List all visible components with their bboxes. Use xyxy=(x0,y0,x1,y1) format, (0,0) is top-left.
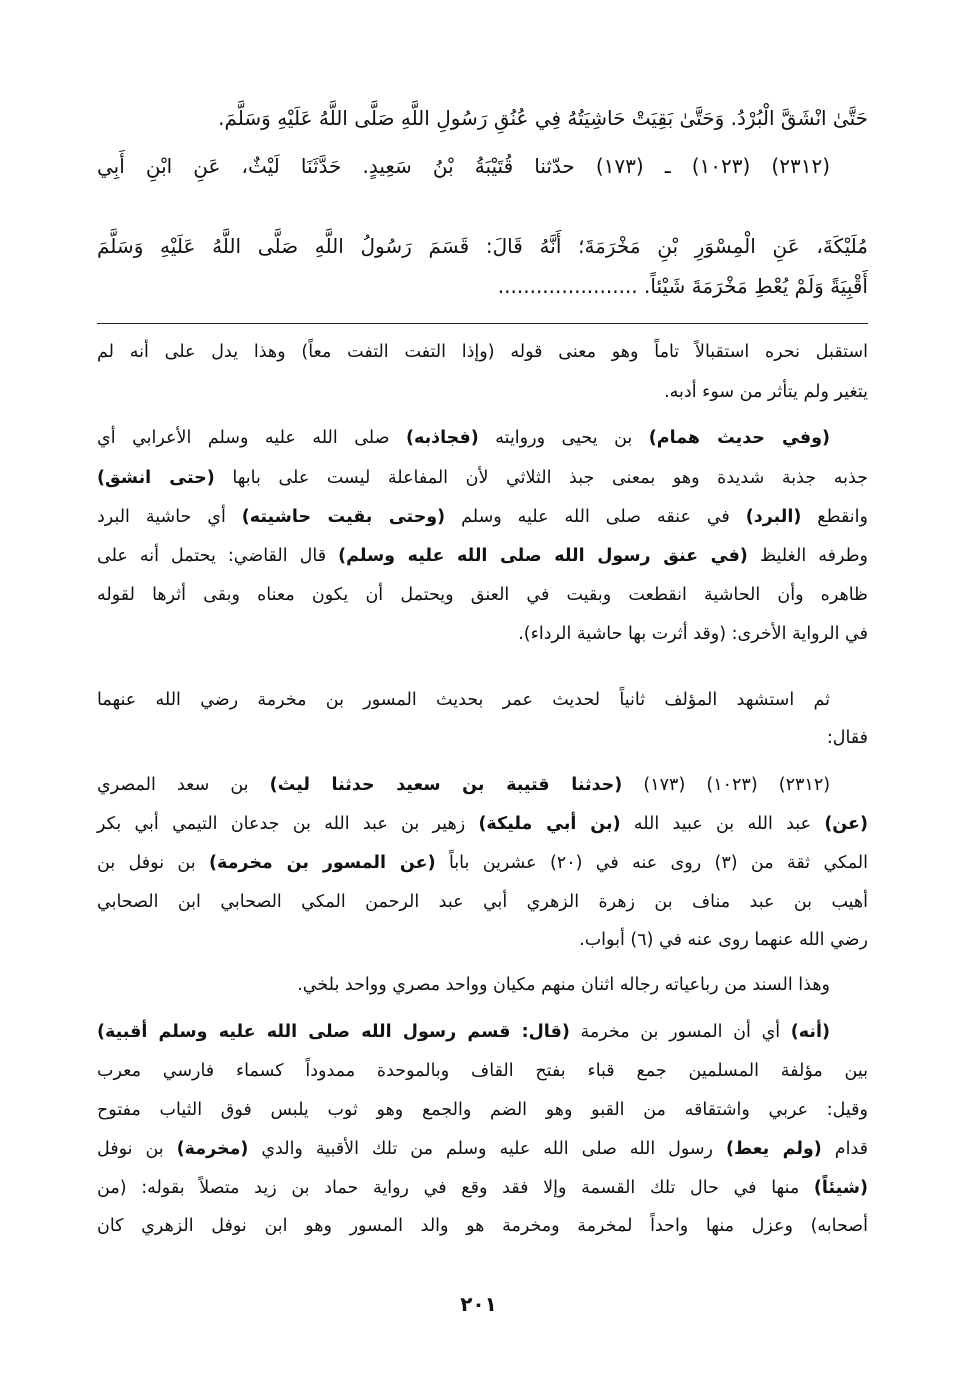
comm-line xyxy=(97,886,868,918)
comm-line xyxy=(97,1172,868,1204)
text-segment: يتغير ولم يتأثر من سوء أدبه. xyxy=(664,382,868,402)
comm-line xyxy=(97,1016,868,1048)
text-segment: قال القاضي: يحتمل أنه على xyxy=(97,546,339,566)
comm-line xyxy=(97,579,868,611)
bold-quote: (ولم يعط) xyxy=(725,1139,822,1159)
main-line xyxy=(97,148,868,184)
comm-line xyxy=(97,1055,868,1087)
text-segment: عبد الله بن عبيد الله xyxy=(620,814,825,834)
comm-line xyxy=(97,969,868,1001)
bold-quote: (البرد) xyxy=(745,507,802,527)
comm-line xyxy=(97,924,868,956)
text-segment: قدام xyxy=(821,1139,868,1159)
text-segment: أَقْبِيَةً وَلَمْ يُعْطِ مَخْرَمَةَ شَيْئاً. ...................... xyxy=(497,274,868,298)
text-segment: (٢٣١٢) (١٠٢٣) ـ (١٧٣) حدّثنا قُتَيْبَةُ بْنُ سَعِيدٍ. حَدَّثَنَا لَيْثٌ، عَنِ ابْنِ أَبِي xyxy=(97,154,830,178)
comm-line xyxy=(97,422,868,454)
bold-quote: (عن المسور بن مخرمة) xyxy=(208,853,436,873)
text-segment: في عنقه صلى الله عليه وسلم xyxy=(445,507,746,527)
bold-quote: (أنه) xyxy=(790,1022,830,1042)
text-segment: بن سعد المصري xyxy=(97,775,270,795)
bold-quote: (وحتى بقيت حاشيته) xyxy=(241,507,446,527)
text-segment: وطرفه الغليظ xyxy=(747,546,869,566)
text-segment: أي حاشية البرد xyxy=(97,507,242,527)
text-segment: فقال: xyxy=(826,728,868,748)
bold-quote: (فجاذبه) xyxy=(405,428,479,448)
comm-line xyxy=(97,376,868,408)
text-segment: بن نوفل بن xyxy=(97,853,209,873)
comm-line xyxy=(97,501,868,533)
text-segment: أهيب بن عبد مناف بن زهرة الزهري أبي عبد الرحمن المكي الصحابي ابن الصحابي xyxy=(97,892,868,912)
bold-quote: (حدثنا قتيبة بن سعيد حدثنا ليث) xyxy=(269,775,623,795)
comm-line xyxy=(97,684,868,716)
comm-line xyxy=(97,722,868,754)
comm-line xyxy=(97,462,868,494)
text-segment: بن نوفل xyxy=(97,1139,177,1159)
text-segment: مُلَيْكَةَ، عَنِ الْمِسْوَرِ بْنِ مَخْرَمَةَ؛ أَنَّهُ قَالَ: قَسَمَ رَسُولُ اللَّهِ صَلَّى اللَّهُ عَلَيْهِ وَسَلَّمَ xyxy=(97,234,868,258)
text-segment: (٢٣١٢) (١٠٢٣) (١٧٣) xyxy=(622,775,831,795)
text-segment: في الرواية الأخرى: (وقد أثرت بها حاشية الرداء). xyxy=(518,624,868,644)
footnote-divider xyxy=(97,323,868,324)
text-segment: أي أن المسور بن مخرمة xyxy=(569,1022,791,1042)
text-segment: وانقطع xyxy=(801,507,868,527)
main-line xyxy=(97,100,868,136)
comm-line xyxy=(97,336,868,368)
text-segment: أصحابه) وعزل منها واحداً لمخرمة ومخرمة هو والد المسور وهو ابن نوفل الزهري كان xyxy=(97,1216,868,1236)
text-segment: وهذا السند من رباعياته رجاله اثنان منهم مكيان وواحد مصري وواحد بلخي. xyxy=(297,975,830,995)
comm-line xyxy=(97,1094,868,1126)
text-segment: بين مؤلفة المسلمين جمع قباء بفتح القاف وبالموحدة ممدوداً كسماء فارسي معرب xyxy=(97,1061,868,1081)
text-segment: استقبل نحره استقبالاً تاماً وهو معنى قوله (وإذا التفت التفت معاً) وهذا يدل على أنه لم xyxy=(97,342,868,362)
text-segment: ظاهره وأن الحاشية انقطعت وبقيت في العنق ويحتمل أن يكون معناه وبقى أثرها لقوله xyxy=(97,585,868,605)
comm-line xyxy=(97,540,868,572)
page-number: ٢٠١ xyxy=(460,1292,497,1316)
text-segment: رضي الله عنهما روى عنه في (٦) أبواب. xyxy=(579,930,868,950)
text-segment: حَتَّىٰ انْشَقَّ الْبُرْدُ. وَحَتَّىٰ بَقِيَتْ حَاشِيَتُهُ فِي عُنُقِ رَسُولِ اللَّهِ صَلَّى اللَّهُ عَلَيْهِ وَسَلَّمَ. xyxy=(218,106,868,130)
main-line xyxy=(97,268,868,304)
bold-quote: (حتى انشق) xyxy=(97,468,215,488)
bold-quote: (وفي حديث همام) xyxy=(648,428,830,448)
comm-line xyxy=(97,1210,868,1242)
bold-quote: (بن أبي مليكة) xyxy=(478,814,621,834)
bold-quote: (شيئاً) xyxy=(813,1178,868,1198)
comm-line xyxy=(97,1133,868,1165)
text-segment: صلى الله عليه وسلم الأعرابي أي xyxy=(97,428,406,448)
bold-quote: (قال: قسم رسول الله صلى الله عليه وسلم أقبية) xyxy=(97,1022,570,1042)
comm-line xyxy=(97,618,868,650)
text-segment: زهير بن عبد الله بن جدعان التيمي أبي بكر xyxy=(97,814,479,834)
comm-line xyxy=(97,808,868,840)
text-segment: ثم استشهد المؤلف ثانياً لحديث عمر بحديث المسور بن مخرمة رضي الله عنهما xyxy=(97,690,830,710)
text-segment: بن يحيى وروايته xyxy=(478,428,649,448)
text-segment: وقيل: عربي واشتقاقه من القبو وهو الضم والجمع وهو ثوب يلبس فوق الثياب مفتوح xyxy=(97,1100,868,1120)
comm-line xyxy=(97,847,868,879)
bold-quote: (في عنق رسول الله صلى الله عليه وسلم) xyxy=(338,546,748,566)
text-segment: المكي ثقة من (٣) روى عنه في (٢٠) عشرين باباً xyxy=(435,853,869,873)
main-line xyxy=(97,228,868,264)
text-segment: منها في حال تلك القسمة وإلا فقد وقع في رواية حماد بن زيد متصلاً بقوله: (من xyxy=(97,1178,814,1198)
bold-quote: (عن) xyxy=(824,814,869,834)
bold-quote: (مخرمة) xyxy=(176,1139,249,1159)
text-segment: جذبه جذبة شديدة وهو بمعنى جبذ الثلاثي لأن المفاعلة ليست على بابها xyxy=(214,468,868,488)
comm-line xyxy=(97,769,868,801)
text-segment: رسول الله صلى الله عليه وسلم من تلك الأقبية والدي xyxy=(248,1139,726,1159)
